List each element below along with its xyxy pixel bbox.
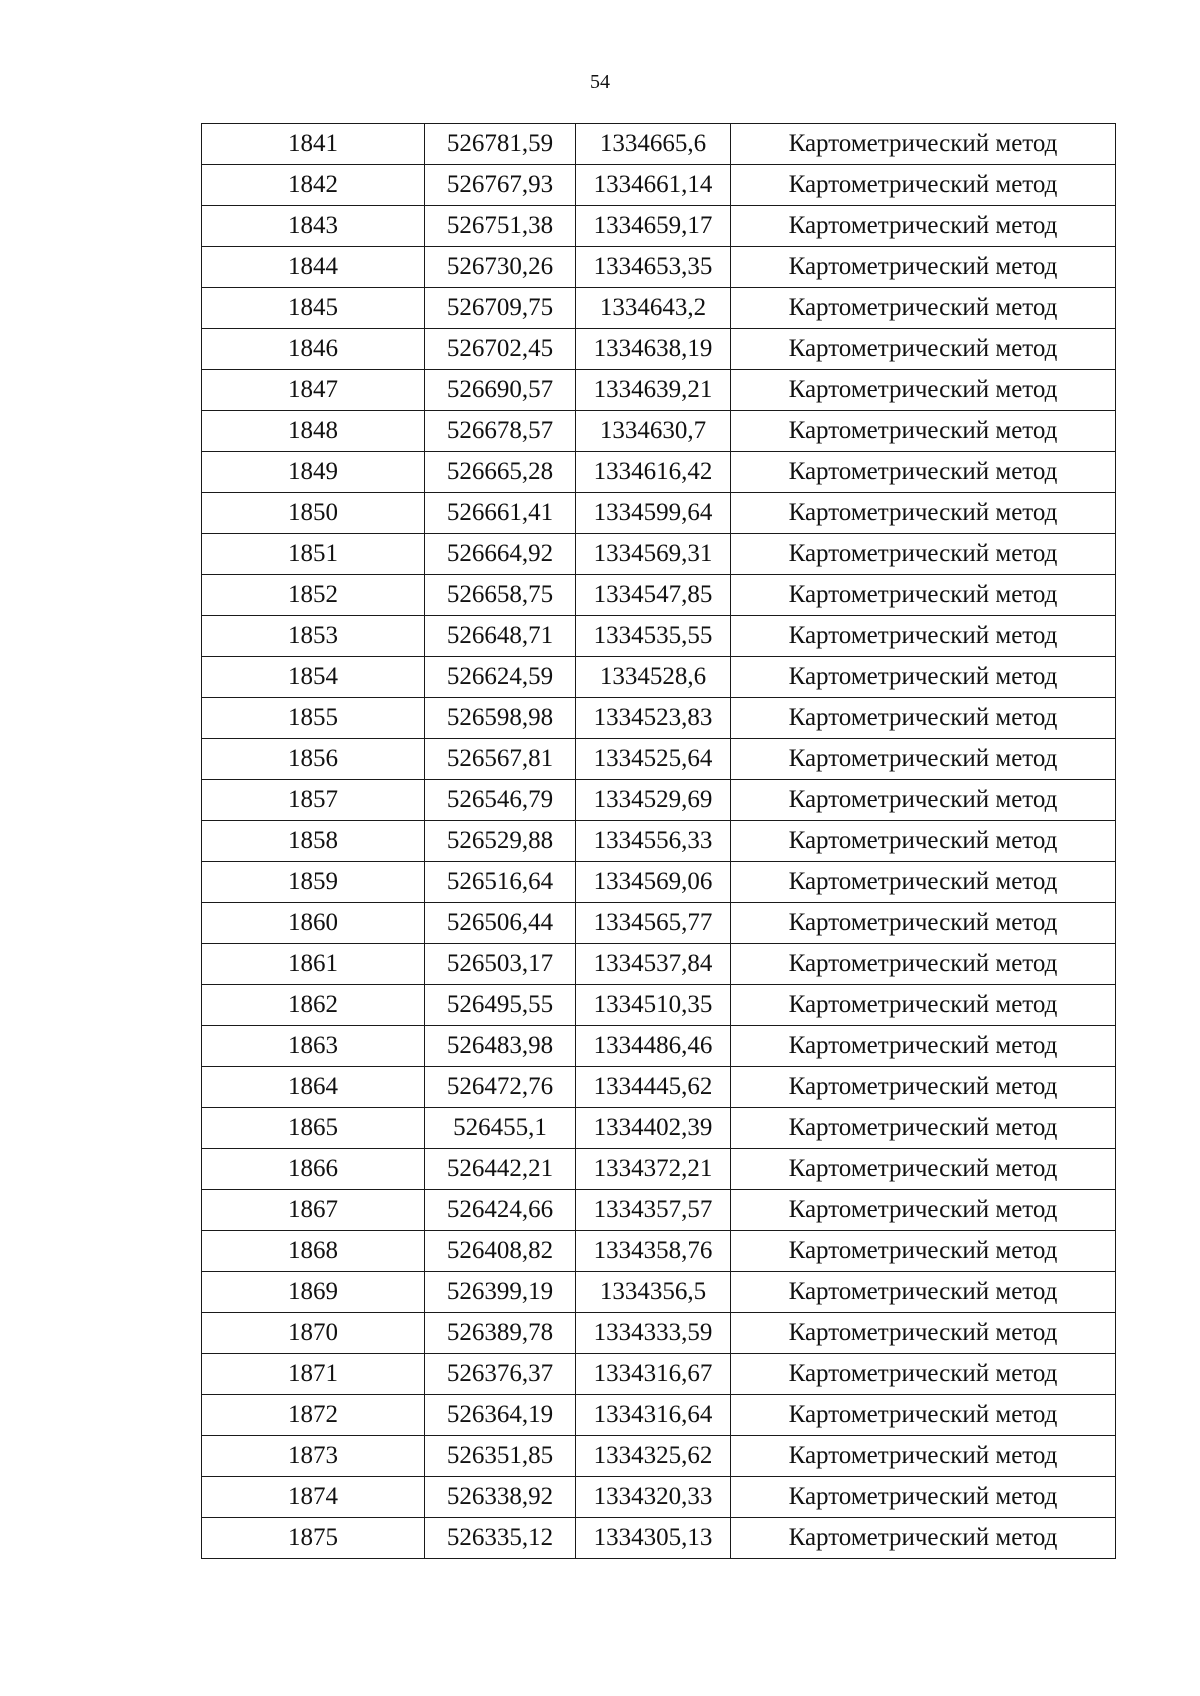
point-number-cell: 1857 xyxy=(202,780,425,821)
y-coordinate-cell: 1334535,55 xyxy=(576,616,731,657)
y-coordinate-cell: 1334565,77 xyxy=(576,903,731,944)
point-number-cell: 1868 xyxy=(202,1231,425,1272)
y-coordinate-cell: 1334372,21 xyxy=(576,1149,731,1190)
table-row xyxy=(202,944,1116,985)
table-row xyxy=(202,821,1116,862)
method-cell: Картометрический метод xyxy=(731,1190,1116,1231)
method-cell: Картометрический метод xyxy=(731,165,1116,206)
y-coordinate-cell: 1334357,57 xyxy=(576,1190,731,1231)
x-coordinate-cell: 526364,19 xyxy=(425,1395,576,1436)
table-row xyxy=(202,1313,1116,1354)
x-coordinate-cell: 526648,71 xyxy=(425,616,576,657)
x-coordinate-cell: 526664,92 xyxy=(425,534,576,575)
x-coordinate-cell: 526702,45 xyxy=(425,329,576,370)
table-row xyxy=(202,575,1116,616)
point-number-cell: 1860 xyxy=(202,903,425,944)
method-cell: Картометрический метод xyxy=(731,739,1116,780)
method-cell: Картометрический метод xyxy=(731,288,1116,329)
x-coordinate-cell: 526661,41 xyxy=(425,493,576,534)
point-number-cell: 1863 xyxy=(202,1026,425,1067)
y-coordinate-cell: 1334525,64 xyxy=(576,739,731,780)
x-coordinate-cell: 526546,79 xyxy=(425,780,576,821)
x-coordinate-cell: 526408,82 xyxy=(425,1231,576,1272)
table-row xyxy=(202,206,1116,247)
point-number-cell: 1851 xyxy=(202,534,425,575)
method-cell: Картометрический метод xyxy=(731,329,1116,370)
point-number-cell: 1841 xyxy=(202,124,425,165)
page-number: 54 xyxy=(590,71,610,93)
point-number-cell: 1858 xyxy=(202,821,425,862)
point-number-cell: 1848 xyxy=(202,411,425,452)
table-row xyxy=(202,288,1116,329)
point-number-cell: 1845 xyxy=(202,288,425,329)
y-coordinate-cell: 1334529,69 xyxy=(576,780,731,821)
table-row xyxy=(202,862,1116,903)
y-coordinate-cell: 1334510,35 xyxy=(576,985,731,1026)
table-row xyxy=(202,411,1116,452)
x-coordinate-cell: 526529,88 xyxy=(425,821,576,862)
table-row xyxy=(202,165,1116,206)
x-coordinate-cell: 526472,76 xyxy=(425,1067,576,1108)
table-row xyxy=(202,657,1116,698)
point-number-cell: 1871 xyxy=(202,1354,425,1395)
method-cell: Картометрический метод xyxy=(731,124,1116,165)
point-number-cell: 1869 xyxy=(202,1272,425,1313)
point-number-cell: 1859 xyxy=(202,862,425,903)
y-coordinate-cell: 1334316,67 xyxy=(576,1354,731,1395)
y-coordinate-cell: 1334305,13 xyxy=(576,1518,731,1559)
table-row xyxy=(202,1026,1116,1067)
method-cell: Картометрический метод xyxy=(731,411,1116,452)
table-row xyxy=(202,985,1116,1026)
x-coordinate-cell: 526338,92 xyxy=(425,1477,576,1518)
point-number-cell: 1854 xyxy=(202,657,425,698)
x-coordinate-cell: 526506,44 xyxy=(425,903,576,944)
y-coordinate-cell: 1334643,2 xyxy=(576,288,731,329)
y-coordinate-cell: 1334569,31 xyxy=(576,534,731,575)
table-row xyxy=(202,1067,1116,1108)
method-cell: Картометрический метод xyxy=(731,1395,1116,1436)
point-number-cell: 1842 xyxy=(202,165,425,206)
y-coordinate-cell: 1334445,62 xyxy=(576,1067,731,1108)
table-row xyxy=(202,1436,1116,1477)
x-coordinate-cell: 526483,98 xyxy=(425,1026,576,1067)
method-cell: Картометрический метод xyxy=(731,944,1116,985)
method-cell: Картометрический метод xyxy=(731,985,1116,1026)
y-coordinate-cell: 1334653,35 xyxy=(576,247,731,288)
method-cell: Картометрический метод xyxy=(731,903,1116,944)
table-row xyxy=(202,1149,1116,1190)
table-row xyxy=(202,534,1116,575)
method-cell: Картометрический метод xyxy=(731,1518,1116,1559)
method-cell: Картометрический метод xyxy=(731,575,1116,616)
x-coordinate-cell: 526442,21 xyxy=(425,1149,576,1190)
y-coordinate-cell: 1334356,5 xyxy=(576,1272,731,1313)
y-coordinate-cell: 1334325,62 xyxy=(576,1436,731,1477)
table-row xyxy=(202,1108,1116,1149)
method-cell: Картометрический метод xyxy=(731,1313,1116,1354)
x-coordinate-cell: 526751,38 xyxy=(425,206,576,247)
table-row xyxy=(202,247,1116,288)
table-row xyxy=(202,1190,1116,1231)
x-coordinate-cell: 526495,55 xyxy=(425,985,576,1026)
point-number-cell: 1855 xyxy=(202,698,425,739)
point-number-cell: 1870 xyxy=(202,1313,425,1354)
y-coordinate-cell: 1334638,19 xyxy=(576,329,731,370)
y-coordinate-cell: 1334537,84 xyxy=(576,944,731,985)
y-coordinate-cell: 1334556,33 xyxy=(576,821,731,862)
y-coordinate-cell: 1334616,42 xyxy=(576,452,731,493)
x-coordinate-cell: 526351,85 xyxy=(425,1436,576,1477)
method-cell: Картометрический метод xyxy=(731,1231,1116,1272)
point-number-cell: 1847 xyxy=(202,370,425,411)
x-coordinate-cell: 526781,59 xyxy=(425,124,576,165)
y-coordinate-cell: 1334659,17 xyxy=(576,206,731,247)
x-coordinate-cell: 526503,17 xyxy=(425,944,576,985)
x-coordinate-cell: 526424,66 xyxy=(425,1190,576,1231)
point-number-cell: 1866 xyxy=(202,1149,425,1190)
point-number-cell: 1864 xyxy=(202,1067,425,1108)
point-number-cell: 1843 xyxy=(202,206,425,247)
method-cell: Картометрический метод xyxy=(731,862,1116,903)
point-number-cell: 1853 xyxy=(202,616,425,657)
x-coordinate-cell: 526335,12 xyxy=(425,1518,576,1559)
point-number-cell: 1852 xyxy=(202,575,425,616)
method-cell: Картометрический метод xyxy=(731,247,1116,288)
y-coordinate-cell: 1334661,14 xyxy=(576,165,731,206)
x-coordinate-cell: 526399,19 xyxy=(425,1272,576,1313)
x-coordinate-cell: 526767,93 xyxy=(425,165,576,206)
table-row xyxy=(202,903,1116,944)
y-coordinate-cell: 1334402,39 xyxy=(576,1108,731,1149)
y-coordinate-cell: 1334358,76 xyxy=(576,1231,731,1272)
x-coordinate-cell: 526709,75 xyxy=(425,288,576,329)
method-cell: Картометрический метод xyxy=(731,534,1116,575)
x-coordinate-cell: 526690,57 xyxy=(425,370,576,411)
method-cell: Картометрический метод xyxy=(731,1108,1116,1149)
method-cell: Картометрический метод xyxy=(731,821,1116,862)
method-cell: Картометрический метод xyxy=(731,1354,1116,1395)
table-row xyxy=(202,493,1116,534)
y-coordinate-cell: 1334333,59 xyxy=(576,1313,731,1354)
table-row xyxy=(202,780,1116,821)
method-cell: Картометрический метод xyxy=(731,1477,1116,1518)
x-coordinate-cell: 526658,75 xyxy=(425,575,576,616)
y-coordinate-cell: 1334486,46 xyxy=(576,1026,731,1067)
point-number-cell: 1846 xyxy=(202,329,425,370)
method-cell: Картометрический метод xyxy=(731,452,1116,493)
x-coordinate-cell: 526730,26 xyxy=(425,247,576,288)
x-coordinate-cell: 526678,57 xyxy=(425,411,576,452)
x-coordinate-cell: 526598,98 xyxy=(425,698,576,739)
point-number-cell: 1873 xyxy=(202,1436,425,1477)
table-row xyxy=(202,329,1116,370)
table-row xyxy=(202,1395,1116,1436)
method-cell: Картометрический метод xyxy=(731,1436,1116,1477)
method-cell: Картометрический метод xyxy=(731,780,1116,821)
method-cell: Картометрический метод xyxy=(731,1067,1116,1108)
point-number-cell: 1844 xyxy=(202,247,425,288)
point-number-cell: 1875 xyxy=(202,1518,425,1559)
x-coordinate-cell: 526516,64 xyxy=(425,862,576,903)
coordinates-table-body xyxy=(202,124,1116,1559)
table-row xyxy=(202,1354,1116,1395)
table-row xyxy=(202,124,1116,165)
table-row xyxy=(202,739,1116,780)
x-coordinate-cell: 526665,28 xyxy=(425,452,576,493)
y-coordinate-cell: 1334639,21 xyxy=(576,370,731,411)
y-coordinate-cell: 1334665,6 xyxy=(576,124,731,165)
method-cell: Картометрический метод xyxy=(731,493,1116,534)
method-cell: Картометрический метод xyxy=(731,698,1116,739)
point-number-cell: 1856 xyxy=(202,739,425,780)
point-number-cell: 1862 xyxy=(202,985,425,1026)
method-cell: Картометрический метод xyxy=(731,1026,1116,1067)
y-coordinate-cell: 1334630,7 xyxy=(576,411,731,452)
x-coordinate-cell: 526624,59 xyxy=(425,657,576,698)
table-row xyxy=(202,698,1116,739)
point-number-cell: 1874 xyxy=(202,1477,425,1518)
point-number-cell: 1872 xyxy=(202,1395,425,1436)
coordinates-table xyxy=(201,123,1116,1559)
y-coordinate-cell: 1334320,33 xyxy=(576,1477,731,1518)
point-number-cell: 1861 xyxy=(202,944,425,985)
y-coordinate-cell: 1334523,83 xyxy=(576,698,731,739)
table-row xyxy=(202,1518,1116,1559)
method-cell: Картометрический метод xyxy=(731,206,1116,247)
method-cell: Картометрический метод xyxy=(731,616,1116,657)
table-row xyxy=(202,1272,1116,1313)
table-row xyxy=(202,370,1116,411)
y-coordinate-cell: 1334569,06 xyxy=(576,862,731,903)
table-row xyxy=(202,1231,1116,1272)
x-coordinate-cell: 526389,78 xyxy=(425,1313,576,1354)
x-coordinate-cell: 526567,81 xyxy=(425,739,576,780)
x-coordinate-cell: 526455,1 xyxy=(425,1108,576,1149)
y-coordinate-cell: 1334599,64 xyxy=(576,493,731,534)
point-number-cell: 1867 xyxy=(202,1190,425,1231)
method-cell: Картометрический метод xyxy=(731,370,1116,411)
y-coordinate-cell: 1334528,6 xyxy=(576,657,731,698)
point-number-cell: 1865 xyxy=(202,1108,425,1149)
y-coordinate-cell: 1334316,64 xyxy=(576,1395,731,1436)
point-number-cell: 1849 xyxy=(202,452,425,493)
table-row xyxy=(202,452,1116,493)
y-coordinate-cell: 1334547,85 xyxy=(576,575,731,616)
x-coordinate-cell: 526376,37 xyxy=(425,1354,576,1395)
method-cell: Картометрический метод xyxy=(731,657,1116,698)
table-row xyxy=(202,1477,1116,1518)
point-number-cell: 1850 xyxy=(202,493,425,534)
table-row xyxy=(202,616,1116,657)
method-cell: Картометрический метод xyxy=(731,1149,1116,1190)
method-cell: Картометрический метод xyxy=(731,1272,1116,1313)
